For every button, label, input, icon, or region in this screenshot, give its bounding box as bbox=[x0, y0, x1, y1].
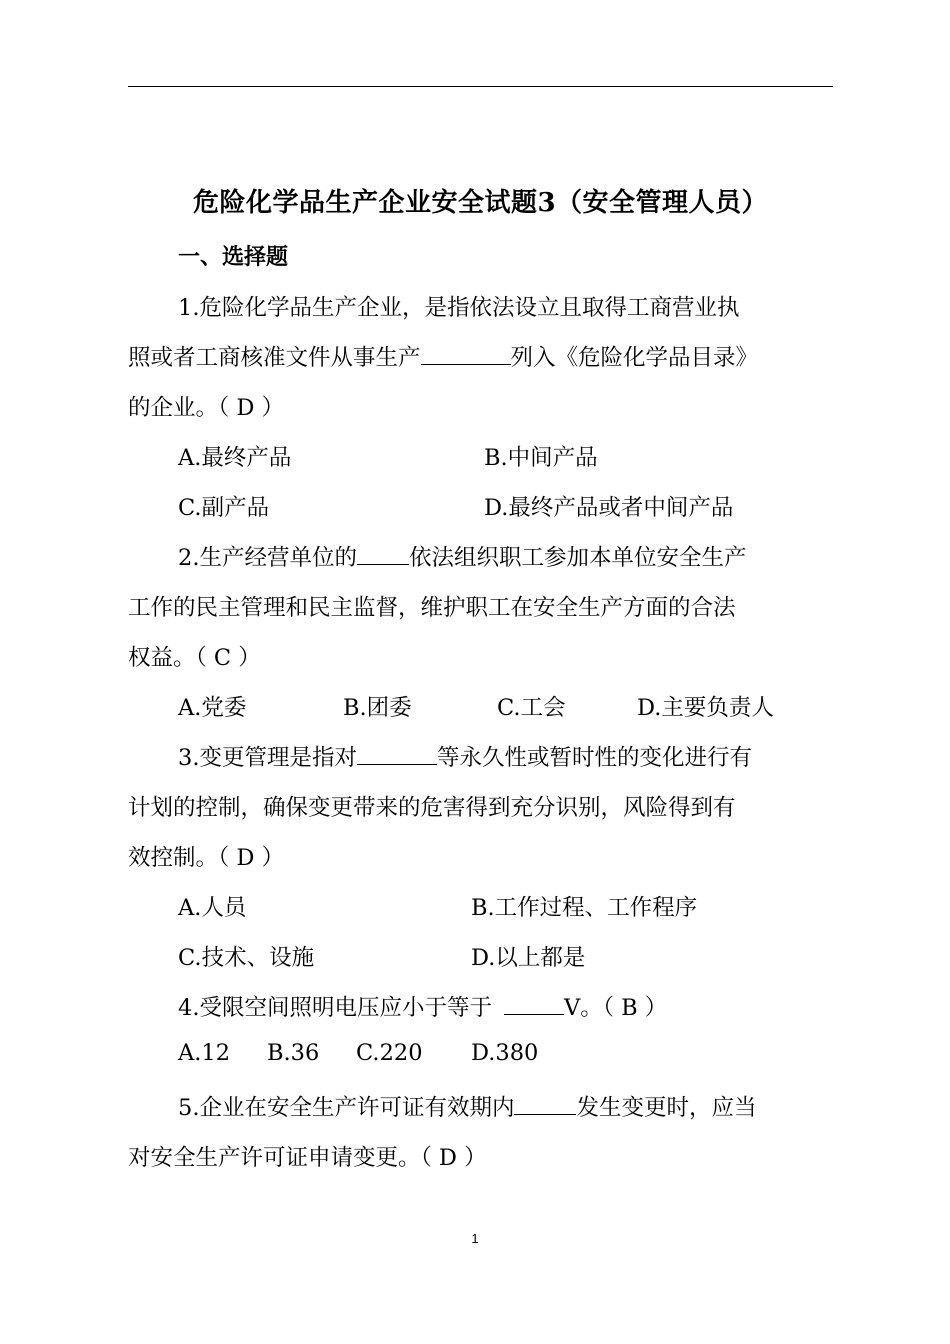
q1-line-2-text-a: 照或者工商核准文件从事生产 bbox=[128, 345, 421, 371]
answer-blank bbox=[357, 546, 409, 565]
q4-option-c: C.220 bbox=[356, 1040, 423, 1066]
header-rule bbox=[128, 86, 833, 87]
answer-blank bbox=[514, 1096, 576, 1115]
q2-option-c: C.工会 bbox=[497, 695, 566, 721]
q2-option-d: D.主要负责人 bbox=[637, 695, 774, 721]
q3-option-c: C.技术、设施 bbox=[178, 945, 315, 971]
q4-line-1-text-a: 4.受限空间照明电压应小于等于 bbox=[178, 995, 492, 1021]
q2-option-a: A.党委 bbox=[178, 695, 247, 721]
q5-line-1 bbox=[178, 1090, 756, 1122]
q3-line-3: 效控制。（ D ） bbox=[128, 845, 285, 871]
q4-option-b: B.36 bbox=[267, 1040, 320, 1066]
q4-option-d: D.380 bbox=[471, 1040, 539, 1066]
q4-line-1 bbox=[178, 990, 667, 1022]
page-number: 1 bbox=[471, 1231, 479, 1246]
q2-line-3: 权益。（ C ） bbox=[128, 645, 261, 671]
q2-line-1 bbox=[178, 540, 746, 572]
q1-option-c: C.副产品 bbox=[178, 495, 270, 521]
answer-blank bbox=[357, 746, 437, 765]
page-title: 危险化学品生产企业安全试题3（安全管理人员） bbox=[192, 188, 769, 218]
q4-line-1-text-b: V。（ B ） bbox=[563, 995, 668, 1021]
q1-line-1: 1.危险化学品生产企业，是指依法设立且取得工商营业执 bbox=[178, 295, 740, 321]
q1-option-b: B.中间产品 bbox=[484, 445, 598, 471]
q5-line-1-text-b: 发生变更时，应当 bbox=[576, 1095, 757, 1121]
q3-line-1-text-a: 3.变更管理是指对 bbox=[178, 745, 357, 771]
answer-blank bbox=[421, 346, 511, 365]
q1-line-2 bbox=[128, 340, 758, 372]
q5-line-1-text-a: 5.企业在安全生产许可证有效期内 bbox=[178, 1095, 515, 1121]
q1-option-a: A.最终产品 bbox=[178, 445, 292, 471]
section-heading: 一、选择题 bbox=[178, 245, 289, 270]
q1-option-d: D.最终产品或者中间产品 bbox=[484, 495, 734, 521]
q3-option-b: B.工作过程、工作程序 bbox=[471, 895, 698, 921]
q3-line-1 bbox=[178, 740, 752, 772]
answer-blank bbox=[504, 996, 564, 1015]
q3-option-d: D.以上都是 bbox=[471, 945, 586, 971]
q2-option-b: B.团委 bbox=[343, 695, 412, 721]
q4-option-a: A.12 bbox=[178, 1040, 231, 1066]
q3-option-a: A.人员 bbox=[178, 895, 247, 921]
q3-line-2: 计划的控制，确保变更带来的危害得到充分识别，风险得到有 bbox=[128, 795, 736, 821]
q3-line-1-text-b: 等永久性或暂时性的变化进行有 bbox=[436, 745, 752, 771]
q2-line-2: 工作的民主管理和民主监督，维护职工在安全生产方面的合法 bbox=[128, 595, 736, 621]
q1-line-2-text-b: 列入《危险化学品目录》 bbox=[510, 345, 759, 371]
q1-line-3: 的企业。（ D ） bbox=[128, 395, 285, 421]
q2-line-1-text-a: 2.生产经营单位的 bbox=[178, 545, 357, 571]
q5-line-2: 对安全生产许可证申请变更。（ D ） bbox=[128, 1145, 487, 1171]
q2-line-1-text-b: 依法组织职工参加本单位安全生产 bbox=[408, 545, 747, 571]
